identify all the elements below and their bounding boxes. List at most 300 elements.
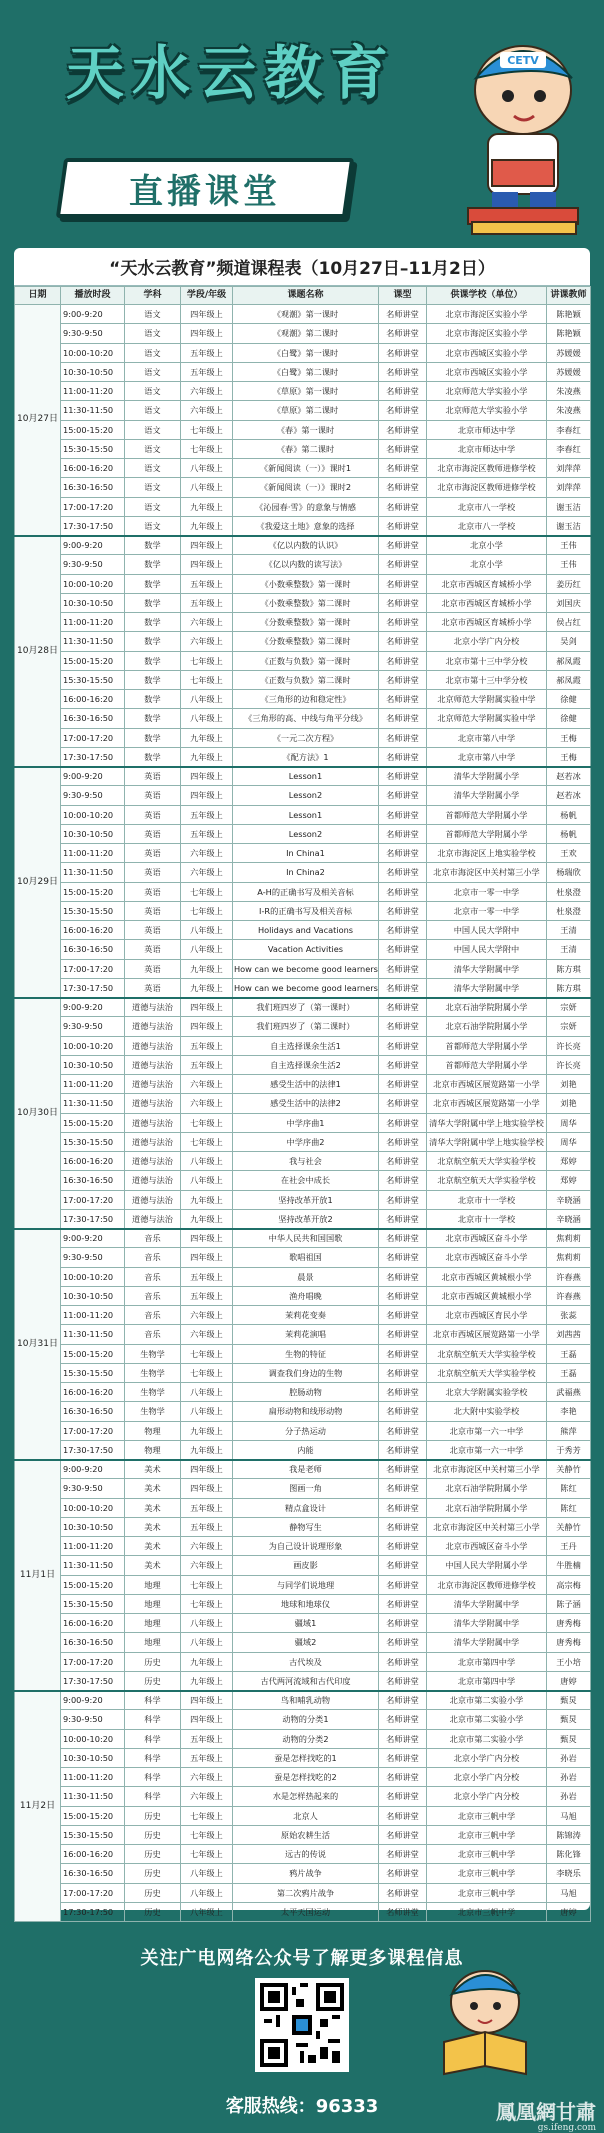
type-cell: 名师讲堂 [379, 1748, 427, 1767]
table-row [15, 1460, 591, 1479]
time-cell: 15:30-15:50 [61, 1363, 125, 1382]
table-row [15, 1902, 591, 1921]
lesson-cell: Holidays and Vacations [233, 921, 379, 940]
subject-cell: 英语 [125, 921, 181, 940]
subject-cell: 音乐 [125, 1248, 181, 1267]
subject-cell: 语文 [125, 362, 181, 381]
type-cell: 名师讲堂 [379, 1171, 427, 1190]
grade-cell: 五年级上 [181, 362, 233, 381]
type-cell: 名师讲堂 [379, 824, 427, 843]
live-class-badge-label: 直播课堂 [129, 171, 281, 212]
lesson-cell: Lesson1 [233, 805, 379, 824]
type-cell: 名师讲堂 [379, 1055, 427, 1074]
grade-cell: 四年级上 [181, 1479, 233, 1498]
time-cell: 15:00-15:20 [61, 882, 125, 901]
school-cell: 北京市第一六一中学 [427, 1421, 547, 1440]
school-cell: 中国人民大学附属小学 [427, 1556, 547, 1575]
teacher-cell: 杜泉澄 [547, 901, 591, 920]
table-row [15, 901, 591, 920]
teacher-cell: 王丹 [547, 1537, 591, 1556]
time-cell: 15:00-15:20 [61, 420, 125, 439]
table-row [15, 1383, 591, 1402]
watermark-text: 鳳凰網甘肅 [496, 2100, 596, 2124]
school-cell: 北京航空航天大学实验学校 [427, 1344, 547, 1363]
subject-cell: 科学 [125, 1691, 181, 1710]
teacher-cell: 关静竹 [547, 1460, 591, 1479]
grade-cell: 五年级上 [181, 1748, 233, 1767]
table-row [15, 555, 591, 574]
grade-cell: 四年级上 [181, 1691, 233, 1710]
subject-cell: 英语 [125, 786, 181, 805]
teacher-cell: 王磊 [547, 1363, 591, 1382]
table-row [15, 478, 591, 497]
school-cell: 北京市西城区奋斗小学 [427, 1248, 547, 1267]
time-cell: 9:30-9:50 [61, 1710, 125, 1729]
teacher-cell: 陈艳颖 [547, 305, 591, 324]
subject-cell: 道德与法治 [125, 1152, 181, 1171]
type-cell: 名师讲堂 [379, 805, 427, 824]
table-row [15, 305, 591, 324]
time-cell: 17:30-17:50 [61, 978, 125, 997]
grade-cell: 六年级上 [181, 1325, 233, 1344]
lesson-cell: Vacation Activities [233, 940, 379, 959]
lesson-cell: Lesson2 [233, 786, 379, 805]
grade-cell: 六年级上 [181, 1094, 233, 1113]
grade-cell: 七年级上 [181, 901, 233, 920]
table-row [15, 1421, 591, 1440]
grade-cell: 八年级上 [181, 478, 233, 497]
type-cell: 名师讲堂 [379, 1152, 427, 1171]
type-cell: 名师讲堂 [379, 1363, 427, 1382]
teacher-cell: 周华 [547, 1113, 591, 1132]
school-cell: 首都师范大学附属小学 [427, 805, 547, 824]
subject-cell: 语文 [125, 516, 181, 535]
watermark-url: gs.ifeng.com [537, 2123, 596, 2133]
grade-cell: 七年级上 [181, 1845, 233, 1864]
table-row [15, 1594, 591, 1613]
school-cell: 清华大学附属中学 [427, 978, 547, 997]
teacher-cell: 马旭 [547, 1883, 591, 1902]
type-cell: 名师讲堂 [379, 1132, 427, 1151]
reading-mascot-illustration [430, 1962, 540, 2082]
lesson-cell: 《正数与负数》第一课时 [233, 651, 379, 670]
grade-cell: 九年级上 [181, 747, 233, 766]
subject-cell: 语文 [125, 324, 181, 343]
type-cell: 名师讲堂 [379, 1633, 427, 1652]
table-row [15, 959, 591, 978]
grade-cell: 六年级上 [181, 1556, 233, 1575]
subject-cell: 历史 [125, 1864, 181, 1883]
time-cell: 15:30-15:50 [61, 670, 125, 689]
school-cell: 北京市第一六一中学 [427, 1440, 547, 1459]
grade-cell: 四年级上 [181, 1229, 233, 1248]
col-header-date: 日期 [15, 287, 61, 305]
grade-cell: 六年级上 [181, 1306, 233, 1325]
type-cell: 名师讲堂 [379, 536, 427, 555]
time-cell: 16:30-16:50 [61, 1171, 125, 1190]
date-cell: 10月29日 [15, 767, 61, 998]
teacher-cell: 陈化锋 [547, 1845, 591, 1864]
lesson-cell: 坚持改革开放1 [233, 1190, 379, 1209]
teacher-cell: 许春燕 [547, 1286, 591, 1305]
schedule-table [14, 286, 591, 1922]
teacher-cell: 关静竹 [547, 1517, 591, 1536]
grade-cell: 七年级上 [181, 420, 233, 439]
subject-cell: 语文 [125, 478, 181, 497]
grade-cell: 五年级上 [181, 1517, 233, 1536]
type-cell: 名师讲堂 [379, 709, 427, 728]
school-cell: 北京市海淀区中关村第三小学 [427, 1517, 547, 1536]
school-cell: 北京市三帆中学 [427, 1864, 547, 1883]
time-cell: 9:30-9:50 [61, 324, 125, 343]
lesson-cell: 歌唱祖国 [233, 1248, 379, 1267]
lesson-cell: 《亿以内数的读写法》 [233, 555, 379, 574]
subject-cell: 数学 [125, 593, 181, 612]
time-cell: 10:00-10:20 [61, 1498, 125, 1517]
table-row [15, 1171, 591, 1190]
lesson-cell: How can we become good learners [233, 978, 379, 997]
time-cell: 16:30-16:50 [61, 478, 125, 497]
lesson-cell: Lesson1 [233, 767, 379, 786]
school-cell: 北京市西城区黄城根小学 [427, 1286, 547, 1305]
lesson-cell: 内能 [233, 1440, 379, 1459]
lesson-cell: A-H的正确书写及相关音标 [233, 882, 379, 901]
time-cell: 17:00-17:20 [61, 1190, 125, 1209]
school-cell: 北京市西城区育民小学 [427, 1306, 547, 1325]
date-cell: 10月28日 [15, 536, 61, 767]
time-cell: 11:30-11:50 [61, 1325, 125, 1344]
lesson-cell: 《沁园春·雪》的意象与情感 [233, 497, 379, 516]
school-cell: 北京市第四中学 [427, 1652, 547, 1671]
school-cell: 首都师范大学附属小学 [427, 1055, 547, 1074]
lesson-cell: 自主选择课余生活2 [233, 1055, 379, 1074]
teacher-cell: 郑婷 [547, 1171, 591, 1190]
time-cell: 11:30-11:50 [61, 1556, 125, 1575]
grade-cell: 五年级上 [181, 1055, 233, 1074]
teacher-cell: 宗妍 [547, 998, 591, 1017]
lesson-cell: 《分数乘整数》第一课时 [233, 613, 379, 632]
subject-cell: 语文 [125, 497, 181, 516]
table-row [15, 1671, 591, 1690]
lesson-cell: 坚持改革开放2 [233, 1209, 379, 1228]
school-cell: 北京市第二实验小学 [427, 1691, 547, 1710]
table-row [15, 1248, 591, 1267]
table-row [15, 343, 591, 362]
type-cell: 名师讲堂 [379, 1075, 427, 1094]
teacher-cell: 陈艳颖 [547, 324, 591, 343]
type-cell: 名师讲堂 [379, 1691, 427, 1710]
lesson-cell: 《新闻阅读（一）》课时1 [233, 459, 379, 478]
time-cell: 16:30-16:50 [61, 1633, 125, 1652]
type-cell: 名师讲堂 [379, 324, 427, 343]
teacher-cell: 朱凌燕 [547, 382, 591, 401]
time-cell: 16:30-16:50 [61, 709, 125, 728]
schedule-body [15, 305, 591, 1922]
subject-cell: 美术 [125, 1556, 181, 1575]
school-cell: 北京市三帆中学 [427, 1825, 547, 1844]
table-row [15, 574, 591, 593]
teacher-cell: 郝凤霞 [547, 670, 591, 689]
table-row [15, 1132, 591, 1151]
subject-cell: 道德与法治 [125, 1017, 181, 1036]
date-cell: 11月1日 [15, 1460, 61, 1691]
subject-cell: 语文 [125, 382, 181, 401]
teacher-cell: 焦莉莉 [547, 1248, 591, 1267]
table-row [15, 516, 591, 535]
subject-cell: 道德与法治 [125, 1036, 181, 1055]
grade-cell: 八年级上 [181, 1152, 233, 1171]
hotline-label: 客服热线： [225, 2096, 316, 2117]
subject-cell: 历史 [125, 1652, 181, 1671]
mascot-illustration [448, 30, 598, 240]
school-cell: 清华大学附属中学 [427, 1614, 547, 1633]
table-row [15, 747, 591, 766]
subject-cell: 美术 [125, 1498, 181, 1517]
type-cell: 名师讲堂 [379, 1190, 427, 1209]
school-cell: 北京市第十三中学分校 [427, 651, 547, 670]
type-cell: 名师讲堂 [379, 1594, 427, 1613]
subject-cell: 美术 [125, 1517, 181, 1536]
subject-cell: 英语 [125, 978, 181, 997]
time-cell: 9:30-9:50 [61, 786, 125, 805]
lesson-cell: 我们班四岁了（第二课时） [233, 1017, 379, 1036]
subject-cell: 数学 [125, 613, 181, 632]
lesson-cell: 《我爱这土地》意象的选择 [233, 516, 379, 535]
table-row [15, 921, 591, 940]
lesson-cell: 渔舟唱晚 [233, 1286, 379, 1305]
subject-cell: 道德与法治 [125, 1190, 181, 1209]
school-cell: 北京石油学院附属小学 [427, 1017, 547, 1036]
teacher-cell: 徐健 [547, 709, 591, 728]
school-cell: 北京市西城区育城桥小学 [427, 593, 547, 612]
grade-cell: 六年级上 [181, 401, 233, 420]
school-cell: 北京市第八中学 [427, 747, 547, 766]
time-cell: 15:00-15:20 [61, 1113, 125, 1132]
time-cell: 15:30-15:50 [61, 1132, 125, 1151]
subject-cell: 语文 [125, 401, 181, 420]
table-row [15, 1633, 591, 1652]
lesson-cell: 我们班四岁了（第一课时） [233, 998, 379, 1017]
grade-cell: 六年级上 [181, 844, 233, 863]
time-cell: 16:30-16:50 [61, 1864, 125, 1883]
school-cell: 北京市海淀区教师进修学校 [427, 459, 547, 478]
table-row [15, 324, 591, 343]
type-cell: 名师讲堂 [379, 1306, 427, 1325]
type-cell: 名师讲堂 [379, 901, 427, 920]
col-header-grade: 学段/年级 [181, 287, 233, 305]
grade-cell: 四年级上 [181, 786, 233, 805]
time-cell: 11:30-11:50 [61, 632, 125, 651]
type-cell: 名师讲堂 [379, 978, 427, 997]
type-cell: 名师讲堂 [379, 1479, 427, 1498]
grade-cell: 八年级上 [181, 1402, 233, 1421]
grade-cell: 八年级上 [181, 1864, 233, 1883]
school-cell: 北京市海淀区中关村第三小学 [427, 1460, 547, 1479]
table-row [15, 632, 591, 651]
time-cell: 11:30-11:50 [61, 1787, 125, 1806]
teacher-cell: 谢玉洁 [547, 516, 591, 535]
time-cell: 11:00-11:20 [61, 1075, 125, 1094]
teacher-cell: 高宗梅 [547, 1575, 591, 1594]
school-cell: 北京师范大学附属实验中学 [427, 690, 547, 709]
grade-cell: 七年级上 [181, 1113, 233, 1132]
time-cell: 10:30-10:50 [61, 593, 125, 612]
lesson-cell: 《三角形的高、中线与角平分线》 [233, 709, 379, 728]
lesson-cell: 水是怎样热起来的 [233, 1787, 379, 1806]
grade-cell: 七年级上 [181, 1806, 233, 1825]
lesson-cell: 精点盒设计 [233, 1498, 379, 1517]
table-row [15, 844, 591, 863]
subject-cell: 科学 [125, 1729, 181, 1748]
grade-cell: 五年级上 [181, 343, 233, 362]
teacher-cell: 唐秀梅 [547, 1614, 591, 1633]
table-row [15, 382, 591, 401]
type-cell: 名师讲堂 [379, 882, 427, 901]
time-cell: 9:30-9:50 [61, 1248, 125, 1267]
type-cell: 名师讲堂 [379, 574, 427, 593]
teacher-cell: 马旭 [547, 1806, 591, 1825]
table-row [15, 670, 591, 689]
time-cell: 17:30-17:50 [61, 516, 125, 535]
grade-cell: 六年级上 [181, 1787, 233, 1806]
teacher-cell: 王梅 [547, 747, 591, 766]
table-row [15, 1267, 591, 1286]
table-row [15, 1363, 591, 1382]
lesson-cell: 生物的特征 [233, 1344, 379, 1363]
table-row [15, 1402, 591, 1421]
subject-cell: 英语 [125, 805, 181, 824]
school-cell: 北京小学 [427, 555, 547, 574]
col-header-time: 播放时段 [61, 287, 125, 305]
type-cell: 名师讲堂 [379, 690, 427, 709]
school-cell: 北京市第二实验小学 [427, 1710, 547, 1729]
table-row [15, 420, 591, 439]
type-cell: 名师讲堂 [379, 863, 427, 882]
type-cell: 名师讲堂 [379, 1094, 427, 1113]
teacher-cell: 徐健 [547, 690, 591, 709]
school-cell: 北京小学广内分校 [427, 1768, 547, 1787]
teacher-cell: 李春红 [547, 439, 591, 458]
subject-cell: 物理 [125, 1421, 181, 1440]
lesson-cell: 《亿以内数的认识》 [233, 536, 379, 555]
lesson-cell: Lesson2 [233, 824, 379, 843]
teacher-cell: 甄炅 [547, 1729, 591, 1748]
table-row [15, 1055, 591, 1074]
time-cell: 16:00-16:20 [61, 921, 125, 940]
type-cell: 名师讲堂 [379, 343, 427, 362]
teacher-cell: 甄炅 [547, 1691, 591, 1710]
type-cell: 名师讲堂 [379, 940, 427, 959]
school-cell: 北京市海淀区上地实验学校 [427, 844, 547, 863]
type-cell: 名师讲堂 [379, 1652, 427, 1671]
table-row [15, 1883, 591, 1902]
subject-cell: 音乐 [125, 1325, 181, 1344]
grade-cell: 六年级上 [181, 1537, 233, 1556]
grade-cell: 四年级上 [181, 1710, 233, 1729]
lesson-cell: 扁形动物和线形动物 [233, 1402, 379, 1421]
lesson-cell: 古代埃及 [233, 1652, 379, 1671]
type-cell: 名师讲堂 [379, 844, 427, 863]
grade-cell: 八年级上 [181, 1383, 233, 1402]
time-cell: 11:00-11:20 [61, 1768, 125, 1787]
type-cell: 名师讲堂 [379, 1902, 427, 1921]
type-cell: 名师讲堂 [379, 1537, 427, 1556]
table-row [15, 1652, 591, 1671]
time-cell: 10:00-10:20 [61, 1729, 125, 1748]
lesson-cell: 调查我们身边的生物 [233, 1363, 379, 1382]
time-cell: 16:30-16:50 [61, 940, 125, 959]
table-row [15, 805, 591, 824]
table-row [15, 651, 591, 670]
subject-cell: 数学 [125, 574, 181, 593]
type-cell: 名师讲堂 [379, 1845, 427, 1864]
subject-cell: 美术 [125, 1479, 181, 1498]
time-cell: 9:00-9:20 [61, 767, 125, 786]
type-cell: 名师讲堂 [379, 786, 427, 805]
time-cell: 9:30-9:50 [61, 1479, 125, 1498]
lesson-cell: 蚕是怎样找吃的2 [233, 1768, 379, 1787]
time-cell: 9:00-9:20 [61, 998, 125, 1017]
table-row [15, 613, 591, 632]
time-cell: 16:00-16:20 [61, 690, 125, 709]
table-row [15, 1787, 591, 1806]
school-cell: 清华大学附属中学上地实验学校 [427, 1132, 547, 1151]
school-cell: 北京市师达中学 [427, 420, 547, 439]
grade-cell: 九年级上 [181, 978, 233, 997]
grade-cell: 五年级上 [181, 1286, 233, 1305]
teacher-cell: 姜历红 [547, 574, 591, 593]
subject-cell: 物理 [125, 1440, 181, 1459]
grade-cell: 六年级上 [181, 382, 233, 401]
lesson-cell: 《观潮》第一课时 [233, 305, 379, 324]
lesson-cell: 《正数与负数》第二课时 [233, 670, 379, 689]
time-cell: 17:00-17:20 [61, 959, 125, 978]
subject-cell: 道德与法治 [125, 1075, 181, 1094]
school-cell: 北京市海淀区教师进修学校 [427, 478, 547, 497]
table-row [15, 1075, 591, 1094]
table-row [15, 1614, 591, 1633]
school-cell: 清华大学附属小学 [427, 786, 547, 805]
teacher-cell: 王磊 [547, 1344, 591, 1363]
grade-cell: 七年级上 [181, 1344, 233, 1363]
school-cell: 北京石油学院附属小学 [427, 1498, 547, 1517]
grade-cell: 九年级上 [181, 728, 233, 747]
grade-cell: 八年级上 [181, 940, 233, 959]
subject-cell: 历史 [125, 1671, 181, 1690]
teacher-cell: 牛胜楠 [547, 1556, 591, 1575]
table-row [15, 1517, 591, 1536]
type-cell: 名师讲堂 [379, 1113, 427, 1132]
time-cell: 16:30-16:50 [61, 1402, 125, 1421]
teacher-cell: 王清 [547, 940, 591, 959]
grade-cell: 四年级上 [181, 1017, 233, 1036]
col-header-school: 供课学校（单位） [427, 287, 547, 305]
time-cell: 16:00-16:20 [61, 459, 125, 478]
time-cell: 17:30-17:50 [61, 1209, 125, 1228]
lesson-cell: 自主选择课余生活1 [233, 1036, 379, 1055]
subject-cell: 道德与法治 [125, 1132, 181, 1151]
school-cell: 北京市西城区奋斗小学 [427, 1537, 547, 1556]
schedule-title: “天水云教育”频道课程表（10月27日–11月2日） [14, 248, 590, 286]
lesson-cell: 《草原》第一课时 [233, 382, 379, 401]
teacher-cell: 苏媛媛 [547, 362, 591, 381]
table-row [15, 1036, 591, 1055]
table-row [15, 824, 591, 843]
teacher-cell: 焦莉莉 [547, 1229, 591, 1248]
subject-cell: 美术 [125, 1537, 181, 1556]
school-cell: 北京市八一学校 [427, 516, 547, 535]
school-cell: 中国人民大学附中 [427, 921, 547, 940]
